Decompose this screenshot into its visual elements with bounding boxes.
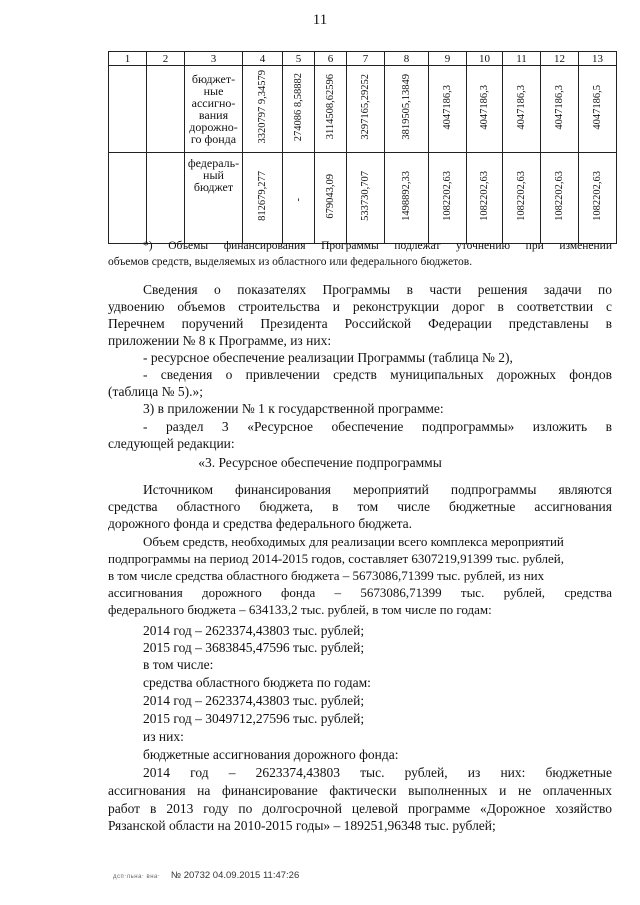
cell-value: 3819505,13849 (400, 74, 412, 140)
footnote-line: *) Объемы финансирования Программы подлежат уточнению при изменении (143, 240, 612, 252)
page-number: 11 (312, 12, 328, 28)
table-header-cell: 3 (185, 52, 243, 66)
table-cell-empty (109, 66, 147, 153)
body-line: Объем средств, необходимых для реализации всего комплекса мероприятий (143, 534, 564, 549)
cell-value: 533730,707 (359, 171, 371, 221)
cell-value: 1082202,63 (478, 171, 490, 221)
table-row-federal-budget (109, 153, 617, 244)
section-heading: «3. Ресурсное обеспечение подпрограммы (198, 455, 442, 470)
financing-table (108, 51, 617, 244)
body-line: Рязанской области на 2010-2015 годы» – 189251,96348 тыс. рублей; (108, 818, 496, 833)
stamp-text: дсп‧льна‧ вна‧ (113, 874, 161, 880)
table-cell (503, 153, 541, 244)
body-line: подпрограммы на период 2014-2015 годов, составляет 6307219,91399 тыс. рублей, (108, 551, 565, 566)
body-line: 2014 год – 2623374,43803 тыс. рублей, из них: бюджетные (143, 765, 612, 780)
table-header-cell: 7 (347, 52, 385, 66)
table-header-cell: 1 (109, 52, 147, 66)
cell-value: 4047186,3 (478, 84, 490, 130)
table-header-cell: 2 (147, 52, 185, 66)
body-line: дорожного фонда и средства федерального бюджета. (108, 516, 413, 531)
body-line: бюджетные ассигнования дорожного фонда: (143, 747, 399, 762)
table-cell (429, 66, 467, 153)
body-line: - сведения о привлечении средств муниципальных дорожных фондов (143, 367, 612, 382)
table-cell-empty (147, 66, 185, 153)
table-cell (579, 153, 617, 244)
cell-value: 4047186,5 (591, 84, 603, 130)
table-header-cell: 8 (385, 52, 429, 66)
body-line: 2015 год – 3049712,27596 тыс. рублей; (143, 711, 365, 726)
cell-value: 1498892,33 (400, 171, 412, 221)
table-cell (579, 66, 617, 153)
body-line: 2014 год – 2623374,43803 тыс. рублей; (143, 623, 365, 638)
cell-value: 3297165,29252 (359, 74, 371, 140)
body-line: Сведения о показателях Программы в части решения задачи по (143, 282, 612, 297)
table-header-cell: 12 (541, 52, 579, 66)
body-line: федерального бюджета – 634133,2 тыс. рублей, в том числе по годам: (108, 602, 492, 617)
cell-value: 679043,09 (324, 173, 336, 219)
cell-value: 3114508,62596 (324, 74, 336, 140)
cell-value: 3320797 9,34579 (256, 70, 268, 144)
table-header-cell: 6 (315, 52, 347, 66)
cell-value: 812679,277 (256, 171, 268, 221)
table-cell-empty (109, 153, 147, 244)
table-header-cell: 11 (503, 52, 541, 66)
table-cell (385, 153, 429, 244)
footnote-line: объемов средств, выделяемых из областного или федерального бюджетов. (108, 256, 473, 268)
cell-value: 1082202,63 (441, 171, 453, 221)
body-line: - ресурсное обеспечение реализации Программы (таблица № 2), (143, 350, 513, 365)
table-header-cell: 4 (243, 52, 283, 66)
table-cell (315, 153, 347, 244)
cell-value: 4047186,3 (553, 84, 565, 130)
table-header-cell: 9 (429, 52, 467, 66)
body-line: (таблица № 5).»; (108, 384, 204, 399)
cell-value: 1082202,63 (553, 171, 565, 221)
table-cell (243, 153, 283, 244)
body-line: средства областного бюджета по годам: (143, 675, 371, 690)
body-line: 2015 год – 3683845,47596 тыс. рублей; (143, 640, 365, 655)
table-header-cell: 10 (467, 52, 503, 66)
table-header-cell: 13 (579, 52, 617, 66)
cell-value: 4047186,3 (441, 84, 453, 130)
cell-value: 1082202,63 (515, 171, 527, 221)
table-cell (541, 66, 579, 153)
table-cell (467, 66, 503, 153)
table-cell (541, 153, 579, 244)
body-line: ассигнования на финансирование фактически выполненных и не оплаченных (108, 783, 612, 798)
cell-value: 274086 8,58882 (292, 72, 304, 142)
table-cell (467, 153, 503, 244)
body-line: из них: (143, 729, 184, 744)
body-line: удвоению объемов строительства и реконструкции дорог в соответствии с (108, 299, 612, 314)
body-line: приложении № 8 к Программе, из них: (108, 333, 332, 348)
table-cell (347, 153, 385, 244)
cell-value: 1082202,63 (591, 171, 603, 221)
table-row-road-fund (109, 66, 617, 153)
body-line: - раздел 3 «Ресурсное обеспечение подпрограммы» изложить в (143, 419, 612, 434)
document-footer (113, 870, 299, 881)
row-label: бюджет-ные ассигно-вания дорожно-го фонда (185, 66, 243, 153)
table-cell (315, 66, 347, 153)
body-line: Источником финансирования мероприятий подпрограммы являются (143, 482, 612, 497)
body-line: ассигнования дорожного фонда – 5673086,71399 тыс. рублей, средства (108, 585, 612, 600)
table-header-row (109, 52, 617, 66)
body-line: в том числе: (143, 657, 214, 672)
table-cell (347, 66, 385, 153)
body-line: 3) в приложении № 1 к государственной программе: (143, 401, 444, 416)
table-cell (283, 153, 315, 244)
table-header-cell: 5 (283, 52, 315, 66)
body-line: в том числе средства областного бюджета – 5673086,71399 тыс. рублей, из них (108, 568, 545, 583)
body-line: следующей редакции: (108, 436, 235, 451)
body-line: 2014 год – 2623374,43803 тыс. рублей; (143, 693, 365, 708)
row-label: федераль-ный бюджет (185, 153, 243, 244)
table-cell (429, 153, 467, 244)
body-line: работ в 2013 году по долгосрочной целевой программе «Дорожное хозяйство (108, 801, 612, 816)
table-cell (243, 66, 283, 153)
cell-value: - (292, 198, 304, 202)
table-cell-empty (147, 153, 185, 244)
table-cell (503, 66, 541, 153)
table-cell (385, 66, 429, 153)
cell-value: 4047186,3 (515, 84, 527, 130)
body-line: Перечнем поручений Президента Российской Федерации представлены в (108, 316, 612, 331)
registration-number: № 20732 04.09.2015 11:47:26 (170, 870, 300, 881)
body-line: средства областного бюджета, в том числе бюджетные ассигнования (108, 499, 612, 514)
table-cell (283, 66, 315, 153)
